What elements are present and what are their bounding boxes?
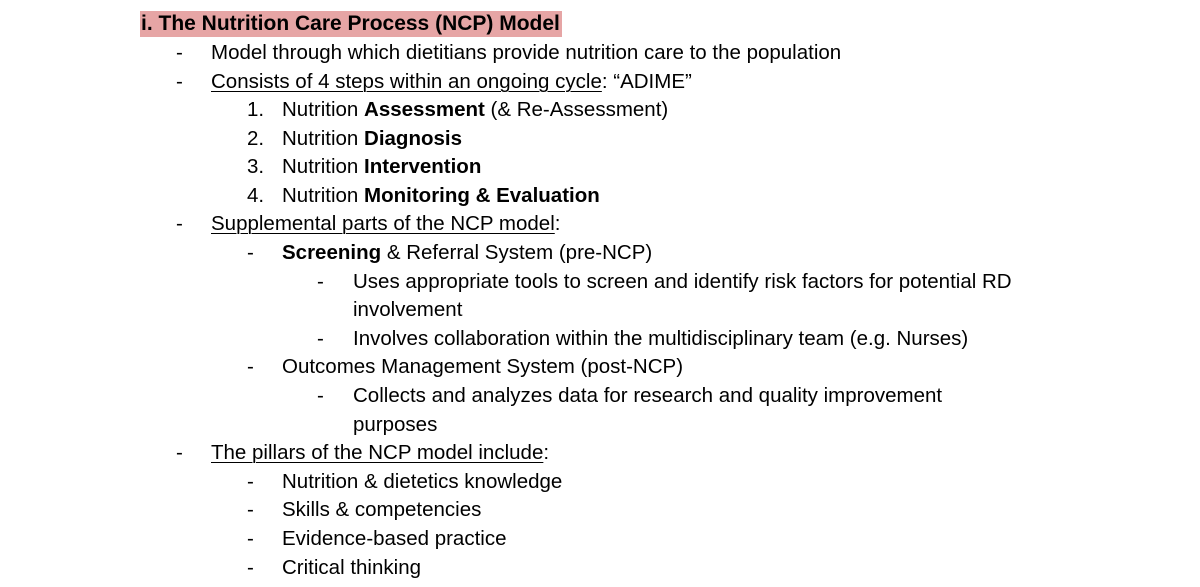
step-assessment [282, 98, 668, 122]
list-item-collects-data: Collects and analyzes data for research and quality improvement [353, 384, 943, 407]
bullet-dash: - [176, 70, 183, 93]
list-item-collects-data-cont: purposes [353, 413, 438, 436]
step-monitoring [282, 184, 600, 208]
bullet-dash: - [247, 498, 254, 521]
step-diagnosis [282, 127, 462, 151]
step-bold: Assessment [364, 98, 485, 121]
pillar-item: Evidence-based practice [282, 527, 507, 550]
step-prefix: Nutrition [282, 127, 365, 150]
list-item-outcomes: Outcomes Management System (post-NCP) [282, 355, 684, 378]
bullet-dash: - [176, 212, 183, 235]
item-text: & Referral System (pre-NCP) [381, 241, 653, 264]
bullet-dash: - [317, 384, 324, 407]
bullet-dash: - [247, 556, 254, 579]
pillar-item: Nutrition & dietetics knowledge [282, 470, 563, 493]
bullet-dash: - [247, 241, 254, 264]
list-item-screening [282, 241, 652, 265]
step-number: 3. [247, 155, 265, 178]
list-item-collaboration: Involves collaboration within the multidisciplinary team (e.g. Nurses) [353, 327, 969, 350]
step-number: 4. [247, 184, 265, 207]
pillar-item: Skills & competencies [282, 498, 482, 521]
step-prefix: Nutrition [282, 155, 365, 178]
step-bold: Intervention [364, 155, 482, 178]
step-prefix: Nutrition [282, 184, 365, 207]
step-bold: Monitoring & Evaluation [364, 184, 600, 207]
step-number: 1. [247, 98, 265, 121]
bullet-dash: - [176, 41, 183, 64]
bullet-dash: - [247, 470, 254, 493]
underlined-text: Consists of 4 steps within an ongoing cycle [211, 70, 602, 93]
section-heading: i. The Nutrition Care Process (NCP) Model [141, 12, 560, 35]
list-item-screening-tools: Uses appropriate tools to screen and identify risk factors for potential RD [353, 270, 1012, 293]
bullet-dash: - [317, 270, 324, 293]
bullet-dash: - [247, 355, 254, 378]
bullet-dash: - [317, 327, 324, 350]
bullet-dash: - [247, 527, 254, 550]
step-intervention [282, 155, 481, 179]
bullet-dash: - [176, 441, 183, 464]
list-item-screening-tools-cont: involvement [353, 298, 463, 321]
step-prefix: Nutrition [282, 98, 365, 121]
step-suffix: (& Re-Assessment) [484, 98, 669, 121]
list-item-model-description: Model through which dietitians provide nutrition care to the population [211, 41, 842, 64]
pillar-item: Critical thinking [282, 556, 421, 579]
underlined-text: Supplemental parts of the NCP model [211, 212, 555, 235]
bold-text: Screening [282, 241, 382, 264]
item-text: : [554, 212, 561, 235]
list-item-supplemental [211, 212, 560, 236]
item-text: : “ADIME” [601, 70, 692, 93]
list-item-four-steps [211, 70, 692, 94]
underlined-text: The pillars of the NCP model include [211, 441, 544, 464]
step-bold: Diagnosis [364, 127, 462, 150]
step-number: 2. [247, 127, 265, 150]
list-item-pillars [211, 441, 549, 465]
item-text: : [543, 441, 550, 464]
